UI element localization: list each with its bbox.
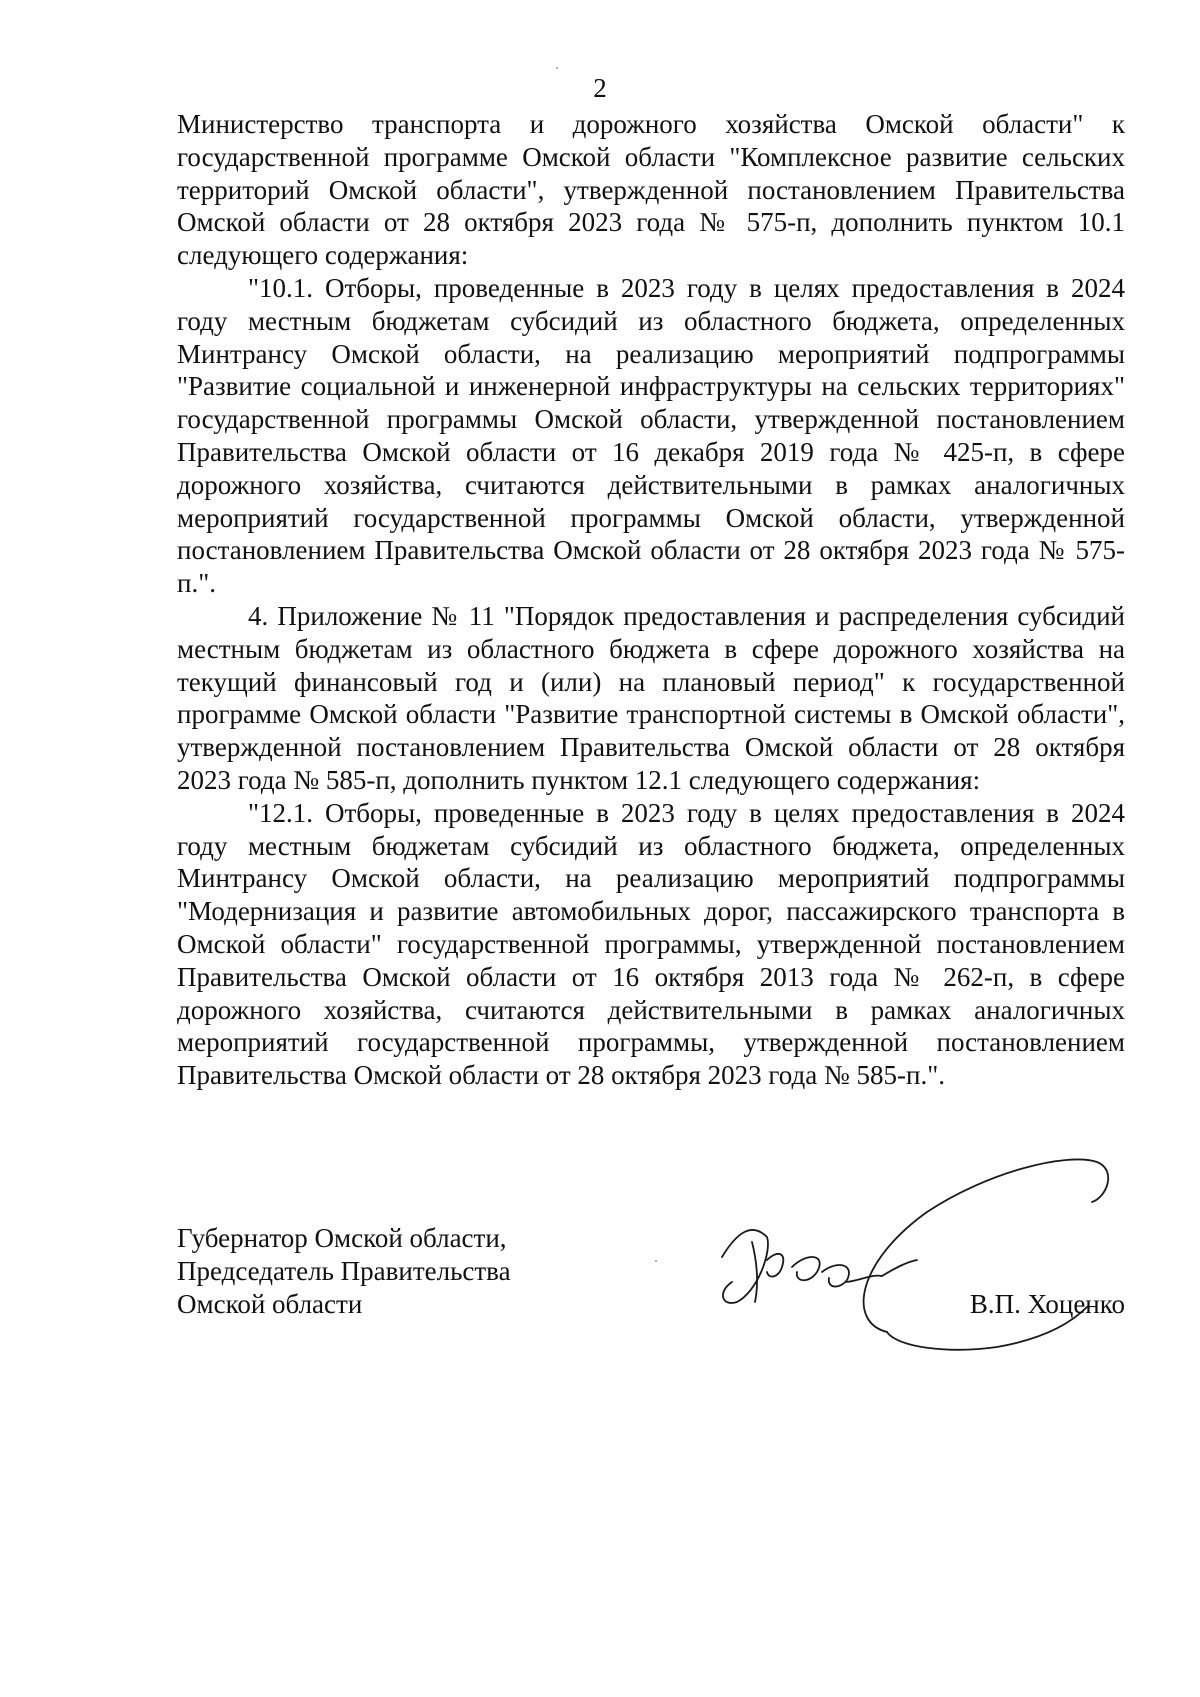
document-body xyxy=(177,108,1125,1092)
page-number: 2 xyxy=(593,73,607,103)
paragraph-intro-continuation: Министерство транспорта и дорожного хозяйства Омской области" к государственной программе Омской области "Комплексное развитие сельских территорий Омской области", утвержденной постановлением Правительства Омской области от 28 октября 2023 года № 575-п, дополнить пунктом 10.1 следующего содержания: xyxy=(177,109,1125,271)
scan-speck xyxy=(655,1260,657,1262)
paragraph-clause-10-1: "10.1. Отборы, проведенные в 2023 году в целях предоставления в 2024 году местным бюджетам субсидий из областного бюджета, определенных Минтрансу Омской области, на реализацию мероприятий подпрограммы "Развитие социальной и инженерной инфраструктуры на сельских территориях" государственной программы Омской области, утвержденной постановлением Правительства Омской области от 16 декабря 2019 года № 425-п, в сфере дорожного хозяйства, считаются действительными в рамках аналогичных мероприятий государственной программы Омской области, утвержденной постановлением Правительства Омской области от 28 октября 2023 года № 575-п.". xyxy=(177,272,1125,599)
paragraph-clause-12-1: "12.1. Отборы, проведенные в 2023 году в целях предоставления в 2024 году местным бюджетам субсидий из областного бюджета, определенных Минтрансу Омской области, на реализацию мероприятий подпрограммы "Модернизация и развитие автомобильных дорог, пассажирского транспорта в Омской области" государственной программы, утвержденной постановлением Правительства Омской области от 16 октября 2013 года № 262-п, в сфере дорожного хозяйства, считаются действительными в рамках аналогичных мероприятий государственной программы, утвержденной постановлением Правительства Омской области от 28 октября 2023 года № 585-п.". xyxy=(177,797,1125,1091)
signatory-title xyxy=(177,1222,597,1321)
signatory-title-line-1: Губернатор Омской области, xyxy=(177,1223,507,1253)
signatory-title-line-3: Омской области xyxy=(177,1289,363,1319)
handwritten-signature xyxy=(697,1142,1127,1372)
signatory-name: В.П. Хоценко xyxy=(969,1289,1125,1319)
scan-speck xyxy=(556,67,558,69)
signature-block xyxy=(177,1222,1125,1372)
signatory-title-line-2: Председатель Правительства xyxy=(177,1256,511,1286)
paragraph-item-4: 4. Приложение № 11 "Порядок предоставления и распределения субсидий местным бюджетам из областного бюджета в сфере дорожного хозяйства на текущий финансовый год и (или) на плановый период" к государственной программе Омской области "Развитие транспортной системы в Омской области", утвержденной постановлением Правительства Омской области от 28 октября 2023 года № 585-п, дополнить пунктом 12.1 следующего содержания: xyxy=(177,600,1125,795)
